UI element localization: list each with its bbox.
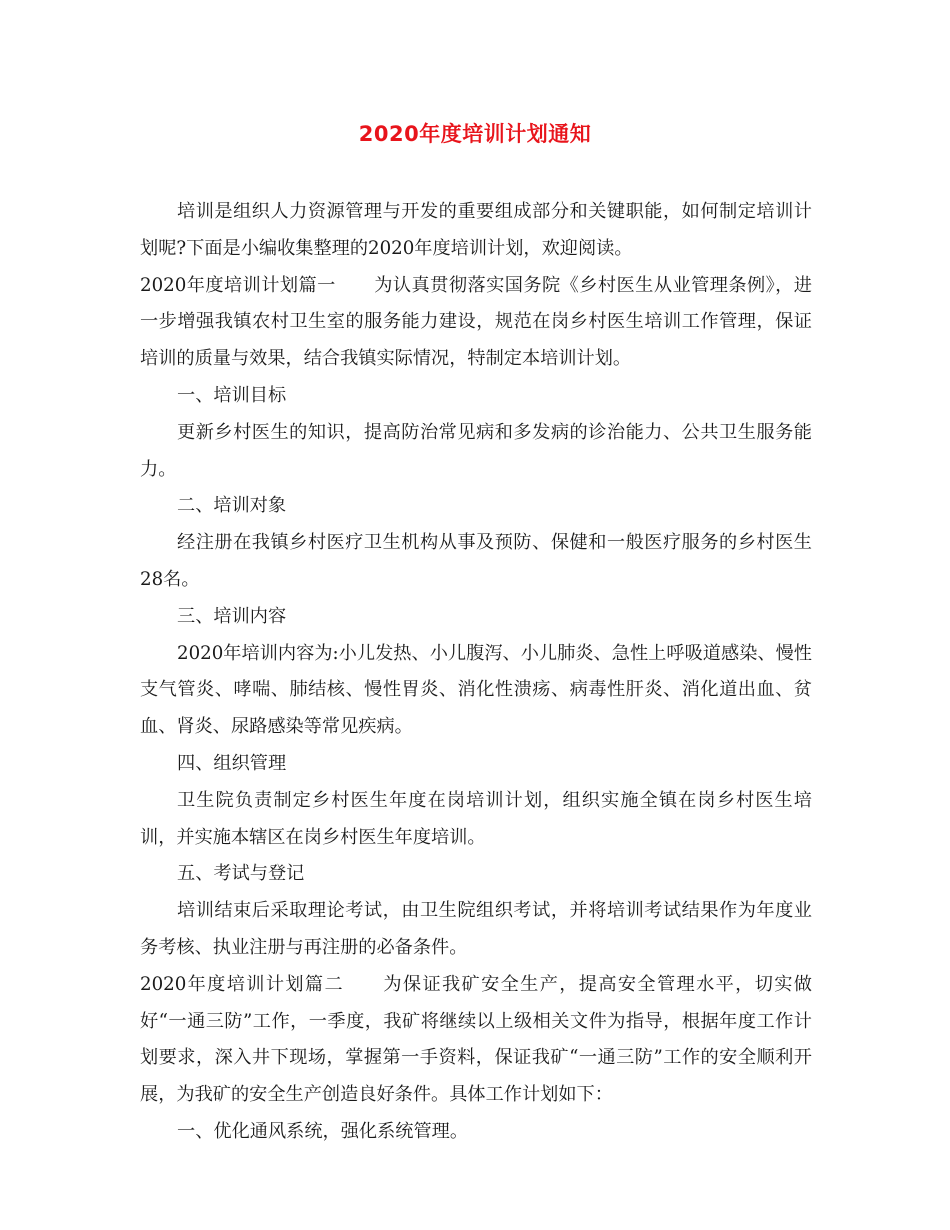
section-text-target: 经注册在我镇乡村医疗卫生机构从事及预防、保健和一般医疗服务的乡村医生28名。	[140, 532, 812, 590]
section-heading-management: 四、组织管理	[177, 752, 287, 774]
section-heading-goal: 一、培训目标	[177, 384, 287, 406]
piece1-heading: 2020年度培训计划篇一	[140, 274, 336, 296]
piece1-lead: 为认真贯彻落实国务院《乡村医生从业管理条例》，进一步增强我镇农村卫生室的服务能力建设，规范在岗乡村医生培训工作管理，保证培训的质量与效果，结合我镇实际情况，特制定本培训计划。	[140, 274, 812, 370]
section-text-exam: 培训结束后采取理论考试，由卫生院组织考试，并将培训考试结果作为年度业务考核、执业注册与再注册的必备条件。	[140, 900, 812, 958]
intro-paragraph: 培训是组织人力资源管理与开发的重要组成部分和关键职能，如何制定培训计划呢?下面是小编收集整理的2020年度培训计划，欢迎阅读。	[140, 201, 812, 259]
section-heading-exam: 五、考试与登记	[177, 863, 305, 885]
section-text-management: 卫生院负责制定乡村医生年度在岗培训计划，组织实施全镇在岗乡村医生培训，并实施本辖区在岗乡村医生年度培训。	[140, 789, 812, 848]
section-heading-content: 三、培训内容	[177, 605, 287, 627]
piece1-paragraph	[140, 268, 812, 378]
document-title: 2020年度培训计划通知	[358, 122, 592, 146]
section-heading-target: 二、培训对象	[177, 495, 287, 517]
piece2-lead: 为保证我矿安全生产，提高安全管理水平，切实做好“一通三防”工作，一季度，我矿将继续以上级相关文件为指导，根据年度工作计划要求，深入井下现场，掌握第一手资料，保证我矿“一通三防”工作的安全顺利开展，为我矿的安全生产创造良好条件。具体工作计划如下：	[140, 973, 812, 1106]
section-text-goal: 更新乡村医生的知识，提高防治常见病和多发病的诊治能力、公共卫生服务能力。	[140, 421, 812, 480]
piece2-heading: 2020年度培训计划篇二	[140, 973, 344, 995]
piece2-paragraph	[140, 967, 812, 1114]
piece2-section-heading-ventilation: 一、优化通风系统，强化系统管理。	[177, 1120, 469, 1142]
section-text-content: 2020年培训内容为:小儿发热、小儿腹泻、小儿肺炎、急性上呼吸道感染、慢性支气管炎、哮喘、肺结核、慢性胃炎、消化性溃疡、病毒性肝炎、消化道出血、贫血、肾炎、尿路感染等常见疾病。	[140, 642, 812, 738]
document-body	[140, 194, 812, 1151]
